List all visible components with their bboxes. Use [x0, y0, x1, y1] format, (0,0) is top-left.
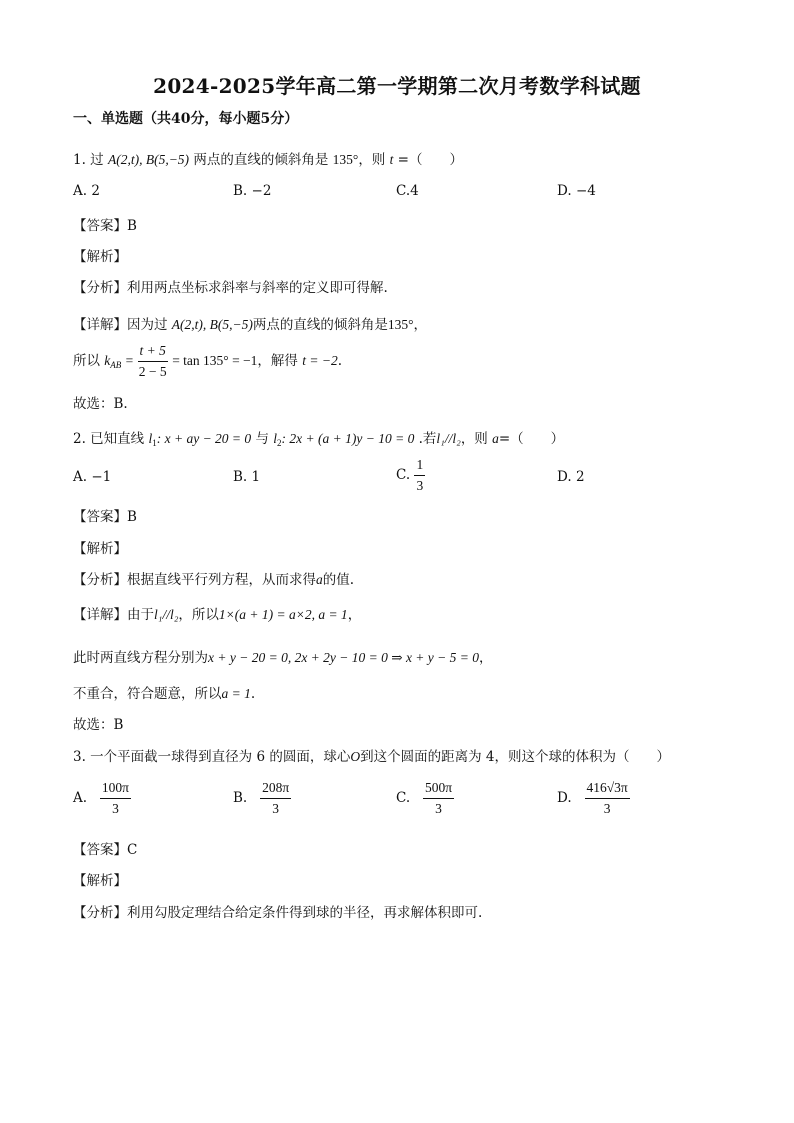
q1-var: t	[389, 152, 394, 167]
q1-number: 1. 过	[73, 152, 104, 168]
q2-conclusion: 故选：B	[73, 717, 124, 733]
q1-angle: 135°	[332, 152, 359, 167]
question-2-stem: 2. 已知直线 $l_1$: x + ay − 20 = 0 与 $l_2$: 2x + (a + 1)y − 10 = 0 .若l₁//l₂，则 a=（ ）	[73, 431, 565, 448]
q3-option-c: C. $\frac{500\pi}{3}$	[396, 780, 453, 816]
q1-option-d: D. −4	[557, 183, 596, 199]
q2-option-d: D. 2	[557, 469, 585, 485]
q1-text: 两点的直线的倾斜角是	[193, 152, 329, 168]
q1-points: A(2,t), B(5,−5)	[107, 152, 190, 167]
q2-analysis-tag: 【解析】	[73, 541, 127, 557]
q2-solution-line: 此时两直线方程分别为x + y − 20 = 0, 2x + 2y − 10 = 0 ⇒ x + y − 5 = 0，	[73, 650, 493, 666]
q1-option-c: C.4	[396, 183, 419, 199]
q2-option-a: A. −1	[73, 469, 112, 485]
question-1-stem	[73, 148, 463, 168]
q3-option-b: B. $\frac{208\pi}{3}$	[233, 780, 290, 816]
question-3-stem: 3. 一个平面截一球得到直径为 6 的圆面，球心O到这个圆面的距离为 4，则这个球的体积为（ ）	[73, 749, 670, 765]
q1-analysis-tag: 【解析】	[73, 249, 127, 265]
q3-answer: 【答案】C	[73, 842, 138, 858]
q3-analysis-tag: 【解析】	[73, 873, 127, 889]
q1-option-b: B. −2	[233, 183, 272, 199]
q2-fenxi: 【分析】根据直线平行列方程，从而求得a的值.	[73, 572, 355, 588]
q1-tail: =（ ）	[397, 152, 463, 168]
section-heading: 一、单选题（共40分，每小题5分）	[73, 111, 299, 127]
q1-text2: ，则	[358, 152, 386, 168]
q2-option-c: C. $\frac{1}{3}$	[396, 457, 424, 493]
q3-option-d: D. $\frac{416√3\pi}{3}$	[557, 780, 628, 816]
q3-option-a: A. $\frac{100\pi}{3}$	[73, 780, 129, 816]
q1-fraction: $\frac{t + 5}{2 - 5}$	[138, 343, 167, 379]
q1-answer: 【答案】B	[73, 218, 137, 234]
q1-fenxi: 【分析】利用两点坐标求斜率与斜率的定义即可得解.	[73, 280, 388, 296]
q3-fenxi: 【分析】利用勾股定理结合给定条件得到球的半径，再求解体积即可.	[73, 905, 483, 921]
q2-option-b: B. 1	[233, 469, 261, 485]
q2-answer: 【答案】B	[73, 509, 137, 525]
q1-conclusion: 故选：B.	[73, 396, 128, 412]
q1-option-a: A. 2	[73, 183, 100, 199]
q2-xiangjie: 【详解】由于l₁//l₂，所以1×(a + 1) = a×2, a = 1，	[73, 607, 362, 623]
q1-solution-line: 所以 $k_{AB}$ = $\frac{t + 5}{2 - 5}$ = tan 135° = −1，解得 t = −2.	[73, 343, 342, 379]
q1-xiangjie: 【详解】因为过 A(2,t), B(5,−5)两点的直线的倾斜角是135°，	[73, 317, 428, 333]
page-title: 2024-2025学年高二第一学期第二次月考数学科试题	[153, 74, 641, 98]
q2-solution-line-2: 不重合，符合题意，所以a = 1.	[73, 686, 256, 702]
